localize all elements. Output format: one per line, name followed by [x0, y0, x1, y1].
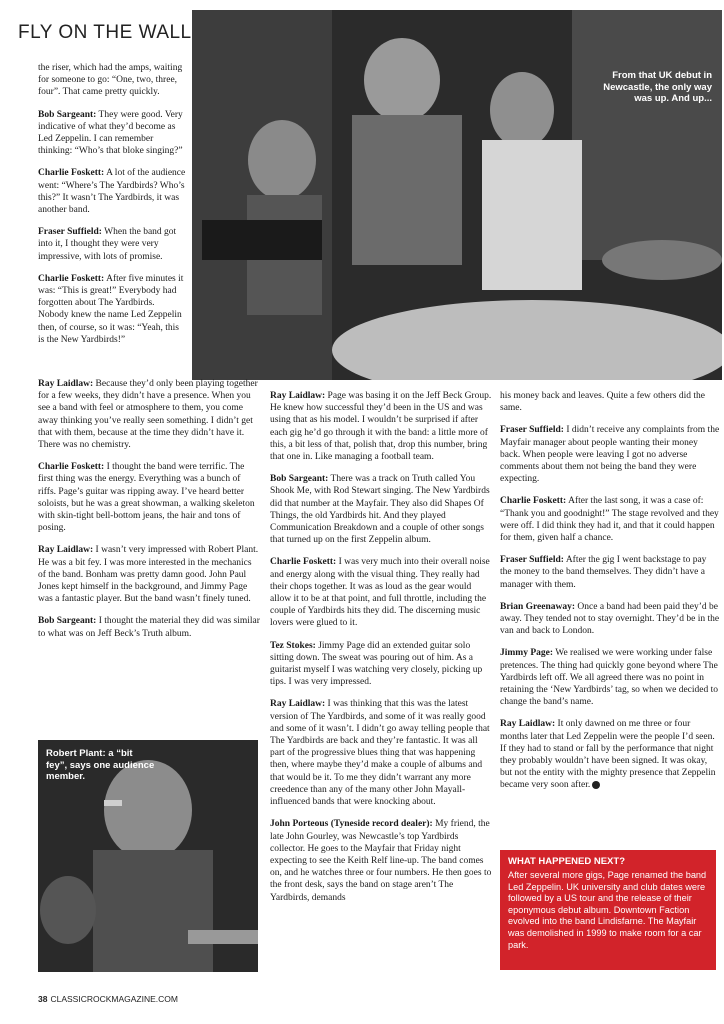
sidebar-body: After several more gigs, Page renamed the band Led Zeppelin. UK university and club dates were followed by a US tour and the release of their eponymous debut album. Downtown Faction evolved into the band Lindisfarne. The Mayfair was demolished in 1999 to make room for a car park.	[508, 870, 707, 950]
paragraph: Ray Laidlaw: I wasn’t very impressed with Robert Plant. He was a bit fey. I was more interested in the mechanics of the band. Bonham was pretty damn good. John Paul Jones kept himself in the background, and Jimmy Page was a fantastic player. But the band wasn’t finely tuned.	[38, 545, 259, 605]
column-middle	[270, 390, 492, 914]
what-happened-next-box	[500, 850, 716, 970]
paragraph: Bob Sargeant: There was a track on Truth called You Shook Me, with Rod Stewart singing. The New Yardbirds did that number at the Mayfair. They also did Shapes Of Things, the old Yardbirds hit. And they played Communication Breakdown and a couple of other songs that turned up on the first Zeppelin album.	[270, 474, 490, 546]
paragraph: Bob Sargeant: They were good. Very indicative of what they’d become as Led Zeppelin. I can remember thinking: “Who’s that bloke singing?”	[38, 109, 183, 157]
sidebar-title: WHAT HAPPENED NEXT?	[508, 856, 625, 867]
robert-plant-photo	[38, 740, 258, 972]
paragraph: Charlie Foskett: After the last song, it was a case of: “Thank you and goodnight!” The stage revolved and they were off. I did think they had it, and that it could happen for them, given half a chance.	[500, 496, 719, 544]
paragraph: Fraser Suffield: After the gig I went backstage to pay the money to the band themselves. They didn’t have a manager with them.	[500, 555, 707, 590]
paragraph: Ray Laidlaw: Because they’d only been playing together for a few weeks, they didn’t have a presence. When you see a band with feel or atmosphere to them, you come away thinking you’ve really seen something. I didn’t get that with them, because at the time they didn’t have it. There was no chemistry.	[38, 379, 258, 451]
paragraph: Charlie Foskett: I was very much into their overall noise and energy along with the visual thing. They really had their chops together. It was as loud as the gear would allow it to be at that point, and full throttle, including the couple of Yardbirds hits they did. The discerning music lovers were glued to it.	[270, 557, 490, 629]
paragraph: John Porteous (Tyneside record dealer): My friend, the late John Gourley, was Newcastle’s top Yardbirds collector. He goes to the Mayfair that Friday night expecting to see the Keith Relf line-up. The band comes on, and he watches three or four numbers. He then goes to the front desk, says the band on stage aren’t The Yardbirds, demands	[270, 819, 492, 903]
paragraph: Tez Stokes: Jimmy Page did an extended guitar solo sitting down. The sweat was pouring out of him. As a guitarist myself I was watching very closely, picking up tips. I was very impressed.	[270, 640, 483, 688]
paragraph: Charlie Foskett: I thought the band were terrific. The first thing was the energy. Everything was a bunch of riffs. Page’s guitar was ripping away. I’ve heard better soloists, but he was a great showman, a walking skeleton with skin-tight bell-bottom jeans, the hair and tons of posing.	[38, 462, 255, 534]
paragraph: Bob Sargeant: I thought the material they did was similar to what was on Jeff Beck’s Truth album.	[38, 616, 260, 639]
column-right	[500, 390, 720, 802]
column-left-top	[38, 62, 186, 356]
paragraph: Charlie Foskett: After five minutes it was: “This is great!” Everybody had forgotten about The Yardbirds. Nobody knew the name Led Zeppelin then, of course, so it was: “Yeah, this is the New Yardbirds!”	[38, 273, 184, 345]
paragraph: Ray Laidlaw: Page was basing it on the Jeff Beck Group. He knew how successful they’d been in the US and was using that as his model. I wouldn’t be surprised if after each gig he’d go through it with the band: a little more of this, a bit less of that, polish that, drop this number, bring that one in. Like managing a football team.	[270, 391, 492, 463]
paragraph: the riser, which had the amps, waiting for someone to go: “One, two, three, four”. That came pretty quickly.	[38, 63, 183, 98]
concert-photo-illustration	[192, 10, 722, 380]
paragraph: Ray Laidlaw: I was thinking that this was the latest version of The Yardbirds, and some of it was really good and some of it wasn’t. I didn’t go away telling people that The Yardbirds are back and they’re fantastic. It was all part of the progressive blues thing that was happening then, where maybe they’d make a couple of albums and that would be it. To me they didn’t warrant any more creedence than any of the many other John Mayall-influenced bands that were knocking about.	[270, 699, 490, 808]
paragraph: Fraser Suffield: I didn’t receive any complaints from the Mayfair manager about people wanting their money back. When people were leaving I got no adverse comments about them not being the band they were expecting.	[500, 425, 720, 485]
page-folio	[38, 994, 178, 1004]
site-name: CLASSICROCKMAGAZINE.COM	[50, 994, 178, 1004]
paragraph: Ray Laidlaw: It only dawned on me three or four months later that Led Zeppelin were the people I’d seen. If they had to stand or fall by the performance that night they probably wouldn’t have been signed. It was okay, but not the entity with the mighty presence that Zeppelin became very soon after.	[500, 719, 716, 791]
concert-photo	[192, 10, 722, 380]
section-title: FLY ON THE WALL	[18, 22, 192, 43]
paragraph: Fraser Suffield: When the band got into it, I thought they were very impressive, with lots of promise.	[38, 227, 177, 262]
paragraph: Brian Greenaway: Once a band had been paid they’d be away. They tended not to stay overnight. They’d be in the van and back to London.	[500, 601, 720, 637]
end-mark-icon	[592, 781, 600, 789]
paragraph: Charlie Foskett: A lot of the audience went: “Where’s The Yardbirds? Who’s this?” It wasn’t The Yardbirds, it was another band.	[38, 168, 186, 216]
page-number: 38	[38, 994, 48, 1004]
paragraph: Jimmy Page: We realised we were working under false pretences. The thing had quickly gone beyond where The Yardbirds left off. We all agreed there was no point in retaining the ‘New Yardbirds’ tag, so when we decided to change the band’s name.	[500, 648, 719, 708]
plant-photo-caption: Robert Plant: a “bit fey”, says one audience member.	[46, 748, 155, 782]
column-left	[38, 378, 260, 650]
paragraph: his money back and leaves. Quite a few others did the same.	[500, 391, 705, 414]
main-photo-caption: From that UK debut in Newcastle, the only way was up. And up...	[603, 70, 712, 104]
